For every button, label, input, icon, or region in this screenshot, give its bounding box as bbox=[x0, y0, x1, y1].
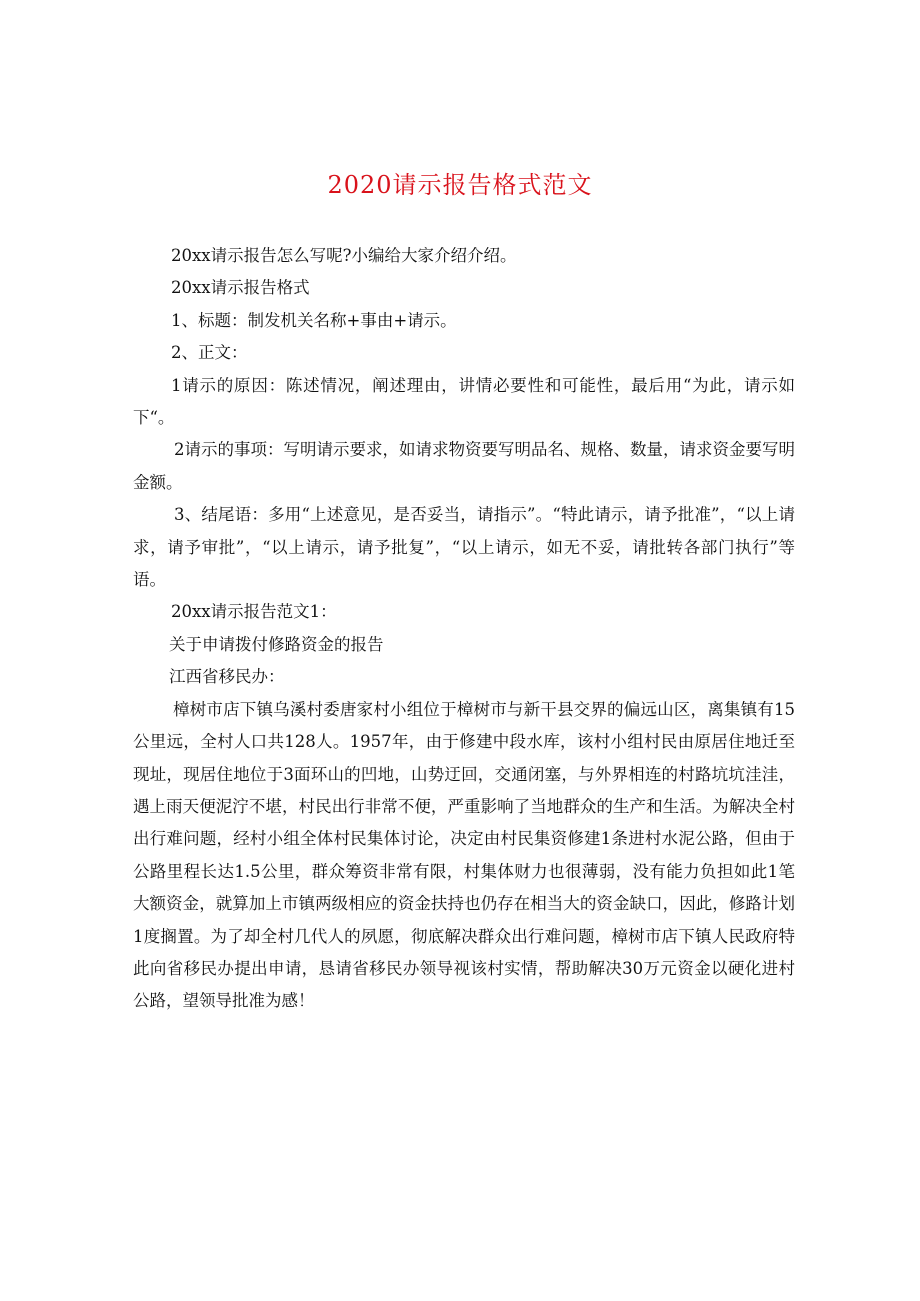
example-body-paragraph: 樟树市店下镇乌溪村委唐家村小组位于樟树市与新干县交界的偏远山区，离集镇有15公里远，全村人口共128人。1957年，由于修建中段水库，该村小组村民由原居住地迁至现址，现居住地位于3面环山的凹地，山势迂回，交通闭塞，与外界相连的村路坑坑洼洼，遇上雨天便泥泞不堪，村民出行非常不便，严重影响了当地群众的生产和生活。为解决全村出行难问题，经村小组全体村民集体讨论，决定由村民集资修建1条进村水泥公路，但由于公路里程长达1.5公里，群众筹资非常有限，村集体财力也很薄弱，没有能力负担如此1笔大额资金，就算加上市镇两级相应的资金扶持也仍存在相当大的资金缺口，因此，修路计划1度搁置。为了却全村几代人的夙愿，彻底解决群众出行难问题，樟树市店下镇人民政府特此向省移民办提出申请，恳请省移民办领导视该村实情，帮助解决30万元资金以硬化进村公路，望领导批准为感！ bbox=[133, 699, 795, 1011]
matters-paragraph: 2请示的事项：写明请示要求，如请求物资要写明品名、规格、数量，请求资金要写明金额。 bbox=[133, 440, 795, 492]
document-body bbox=[133, 240, 795, 1018]
recipient-line: 江西省移民办： bbox=[169, 667, 285, 687]
title-rule-paragraph: 1、标题：制发机关名称+事由+请示。 bbox=[171, 310, 457, 330]
body-rule-paragraph: 2、正文： bbox=[171, 343, 248, 363]
example-title: 关于申请拨付修路资金的报告 bbox=[169, 634, 384, 654]
example-heading: 20xx请示报告范文1： bbox=[171, 602, 337, 622]
closing-paragraph: 3、结尾语：多用“上述意见，是否妥当，请指示”。“特此请示，请予批准”，“以上请求，请予审批”，“以上请示，请予批复”，“以上请示，如无不妥，请批转各部门执行”等语。 bbox=[133, 505, 795, 590]
format-heading: 20xx请示报告格式 bbox=[171, 278, 310, 298]
document-title: 2020请示报告格式范文 bbox=[327, 171, 593, 199]
reason-paragraph: 1请示的原因：陈述情况，阐述理由，讲情必要性和可能性，最后用“为此，请示如下“。 bbox=[133, 375, 795, 428]
intro-paragraph: 20xx请示报告怎么写呢?小编给大家介绍介绍。 bbox=[171, 246, 517, 265]
